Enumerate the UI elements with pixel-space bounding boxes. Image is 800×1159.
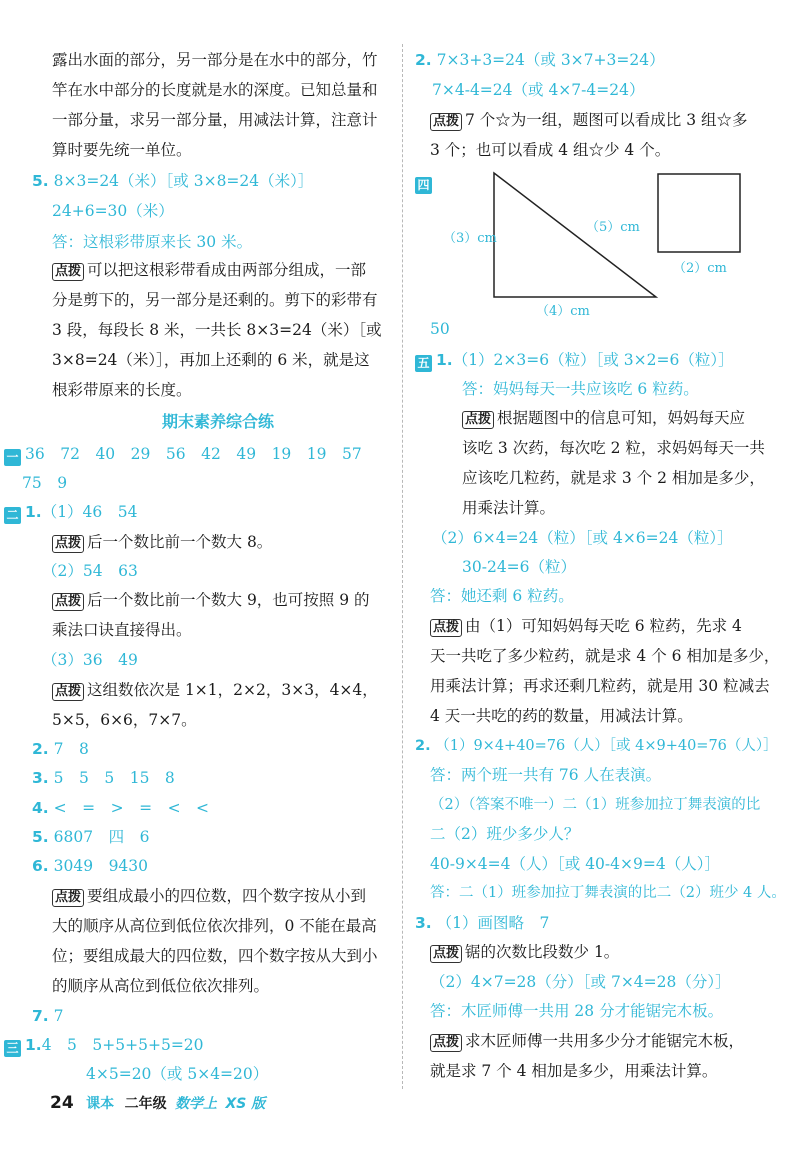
tip-label: 点拨 [462,411,494,429]
question-3b [415,913,549,933]
tip-text: 7 个☆为一组，题图可以看成比 3 组☆多 [465,111,748,129]
tip-label: 点拨 [430,1034,462,1052]
section-marker: 四 [415,177,432,194]
section-one [4,444,362,466]
brand-logo: 课本 [86,1096,115,1112]
tip-text: 就是求 7 个 4 相加是多少，用乘法计算。 [430,1062,718,1080]
square-side-label: （2）cm [673,261,727,276]
answer-sentence: 答：这根彩带原来长 30 米。 [52,233,253,251]
square [658,174,740,252]
text-line: 一部分量，求另一部分量，用减法计算，注意计 [52,111,378,129]
answer: 6807 四 6 [53,828,150,846]
answer: （2）4×7=28（分）［或 7×4=28（分）］ [430,973,731,991]
tip-text: 用乘法计算；再求还剩几粒药，就是用 30 粒减去 [430,677,770,695]
question-5 [32,171,313,191]
triangle-base-label: （4）cm [536,304,590,319]
tip-text: 大的顺序从高位到低位依次排列，0 不能在最高 [52,917,377,935]
tip-line [52,886,366,907]
answer-sentence: 答：妈妈每天一共应该吃 6 粒药。 [462,380,699,398]
tip-line [430,616,742,637]
question-6 [32,856,148,876]
tip-line [430,110,748,131]
tip-label: 点拨 [52,889,84,907]
question-number: 7. [32,1007,49,1025]
answer: 4 5 5+5+5+5=20 [41,1036,204,1054]
section-marker: 三 [4,1040,21,1057]
question-number: 2. [32,740,49,758]
tip-text: 求木匠师傅一共用多少分才能锯完木板， [465,1032,745,1050]
tip-text: 3 个；也可以看成 4 组☆少 4 个。 [430,141,671,159]
question-number: 1. [25,503,42,521]
tip-label: 点拨 [430,945,462,963]
tip-line [430,942,619,963]
tip-line [52,260,366,281]
section-marker: 一 [4,449,21,466]
tip-text: 后一个数比前一个数大 9，也可按照 9 的 [87,591,370,609]
tip-text: 3 段，每段长 8 米，一共长 8×3=24（米）［或 [52,321,382,339]
answer-line: 75 9 [22,474,68,492]
question-number: 6. [32,857,49,875]
tip-text: 锯的次数比段数少 1。 [465,943,620,961]
question-2b [415,736,778,756]
answer: 50 [430,320,450,338]
tip-text: 根据题图中的信息可知，妈妈每天应 [497,409,746,427]
answer-sentence: 答：木匠师傅一共用 28 分才能锯完木板。 [430,1002,724,1020]
answer-equation: 8×3=24（米）［或 3×8=24（米）］ [53,172,314,190]
question-4 [32,798,209,818]
question-number: 3. [32,769,49,787]
geometry-figure [438,169,758,329]
tip-text: 这组数依次是 1×1，2×2，3×3，4×4， [87,681,378,699]
subject-label: 数学上 [175,1096,218,1112]
tip-label: 点拨 [52,263,84,281]
question-number: 1. [436,351,453,369]
question-number: 5. [32,172,49,190]
answer: 7×3+3=24（或 3×7+3=24） [436,51,665,69]
question-7 [32,1006,64,1026]
tip-line [52,590,370,611]
question-number: 2. [415,51,432,69]
answer: （2）（答案不唯一）二（1）班参加拉丁舞表演的比 [430,797,761,813]
triangle-height-label: （3）cm [443,231,497,246]
section-four-marker [415,172,436,194]
question-number: 3. [415,914,432,932]
tip-text: 该吃 3 次药，每次吃 2 粒，求妈妈每天一共 [462,439,765,457]
tip-text: 4 天一共吃的药的数量，用减法计算。 [430,707,693,725]
question-5b [32,827,149,847]
tip-text: 天一共吃了多少粒药，就是求 4 个 6 相加是多少， [430,647,780,665]
answer: （1）画图略 7 [436,914,550,932]
tip-text: 的顺序从高位到低位依次排列。 [52,977,270,995]
triangle-hypotenuse-label: （5）cm [586,220,640,235]
tip-label: 点拨 [52,683,84,701]
tip-text: 3×8=24（米）］，再加上还剩的 6 米，就是这 [52,351,370,369]
answer-sentence: 答：两个班一共有 76 人在表演。 [430,766,662,784]
column-divider [402,44,403,1089]
answer: < = > = < < [53,799,210,817]
tip-label: 点拨 [430,619,462,637]
right-triangle [494,173,656,297]
section-marker: 五 [415,355,432,372]
question-number: 5. [32,828,49,846]
question-2 [32,739,89,759]
answer: 7 [53,1007,64,1025]
question-number: 4. [32,799,49,817]
answer-equation: 24+6=30（米） [52,202,174,220]
answer: 4×5=20（或 5×4=20） [86,1065,269,1083]
tip-text: 用乘法计算。 [462,499,556,517]
text-line: 露出水面的部分，另一部分是在水中的部分，竹 [52,51,378,69]
question-3 [32,768,175,788]
answer: 二（2）班少多少人？ [430,825,580,843]
tip-line [430,1031,744,1052]
tip-line [52,532,272,553]
text-line: 竿在水中部分的长度就是水的深度。已知总量和 [52,81,378,99]
tip-label: 点拨 [52,593,84,611]
answer: 5 5 5 15 8 [53,769,175,787]
section-three [4,1035,204,1057]
answer: 3049 9430 [53,857,149,875]
question-number: 2. [415,738,431,754]
page-footer [50,1093,265,1113]
tip-label: 点拨 [52,535,84,553]
tip-text: 后一个数比前一个数大 8。 [87,533,273,551]
section-two [4,502,138,524]
text-line: 算时要先统一单位。 [52,141,192,159]
tip-text: 可以把这根彩带看成由两部分组成，一部 [87,261,367,279]
tip-text: 由（1）可知妈妈每天吃 6 粒药，先求 4 [465,617,742,635]
answer: （1）9×4+40=76（人）［或 4×9+40=76（人）］ [435,738,778,754]
answer: （2）6×4=24（粒）［或 4×6=24（粒）］ [432,529,733,547]
question-number: 1. [25,1036,42,1054]
answer-sentence: 答：她还剩 6 粒药。 [430,587,574,605]
tip-text: 位；要组成最大的四位数，四个数字按从大到小 [52,947,378,965]
page-number: 24 [50,1093,74,1113]
tip-text: 应该吃几粒药，就是求 3 个 2 相加是多少， [462,469,765,487]
answer: 30-24=6（粒） [462,558,577,576]
tip-line [462,408,745,429]
answer: （1）46 54 [41,503,138,521]
question-2 [415,50,665,70]
tip-text: 乘法口诀直接得出。 [52,621,192,639]
answer: （2）54 63 [42,562,138,580]
edition-label: XS 版 [225,1096,266,1112]
section-marker: 二 [4,507,21,524]
tip-text: 分是剪下的，另一部分是还剩的。剪下的彩带有 [52,291,378,309]
answer: （1）2×3=6（粒）［或 3×2=6（粒）］ [452,351,734,369]
section-five [415,350,734,372]
tip-label: 点拨 [430,113,462,131]
tip-line [52,680,378,701]
grade-label: 二年级 [124,1096,167,1112]
answer: 7 8 [53,740,89,758]
answer: （3）36 49 [42,651,138,669]
tip-text: 5×5，6×6，7×7。 [52,711,197,729]
section-title: 期末素养综合练 [162,412,275,431]
answer: 7×4-4=24（或 4×7-4=24） [432,81,645,99]
answer-line: 36 72 40 29 56 42 49 19 19 57 [25,445,362,463]
tip-text: 根彩带原来的长度。 [52,381,192,399]
answer: 40-9×4=4（人）［或 40-4×9=4（人）］ [430,855,720,873]
tip-text: 要组成最小的四位数，四个数字按从小到 [87,887,367,905]
answer-sentence: 答：二（1）班参加拉丁舞表演的比二（2）班少 4 人。 [430,885,786,901]
